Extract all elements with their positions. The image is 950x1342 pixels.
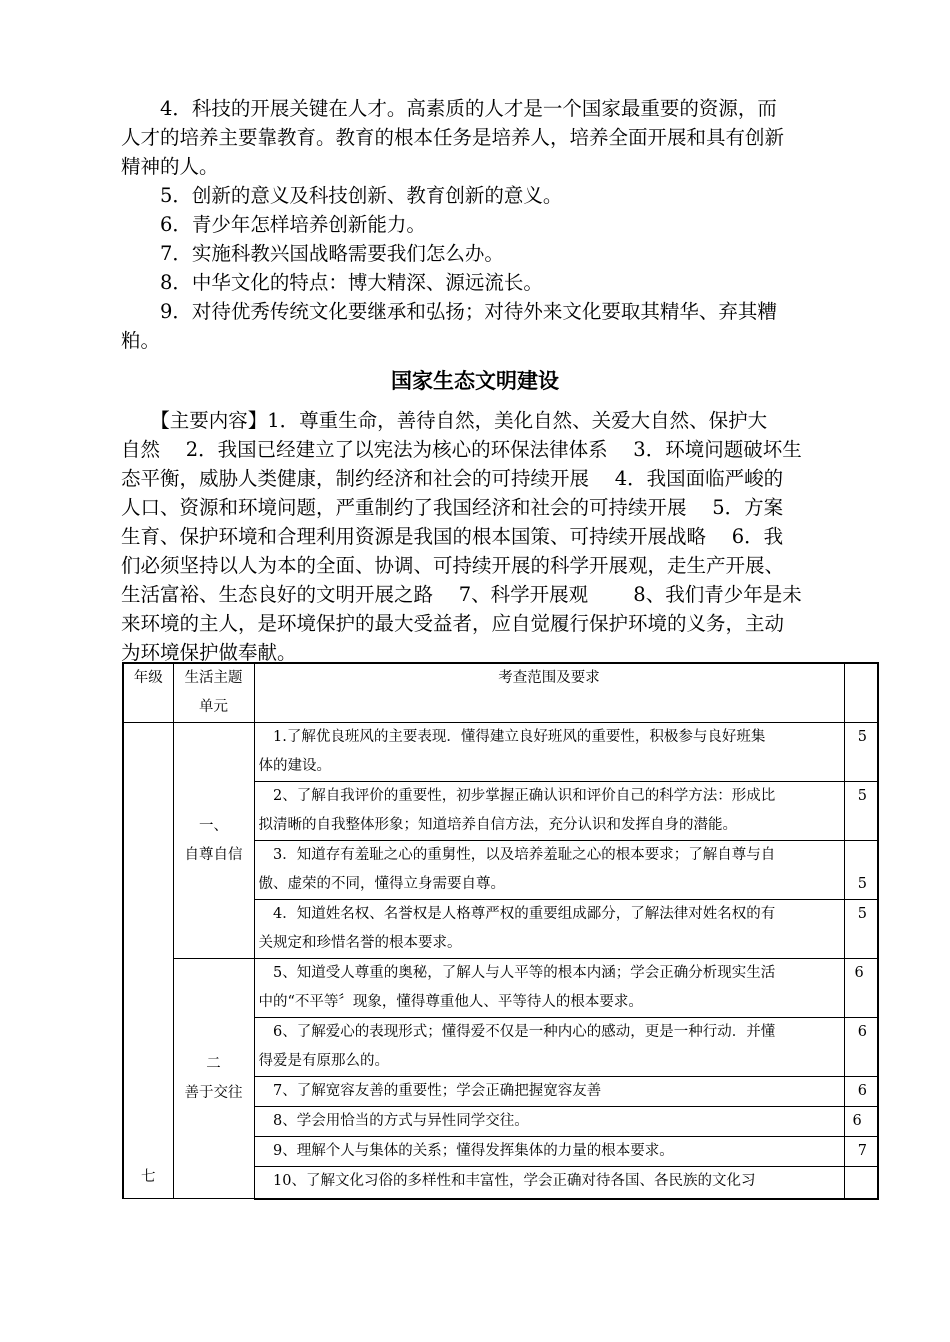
text-line: 8．中华文化的特点：博大精深、源远流长。 [121,271,543,294]
scope-line: 8、学会用恰当的方式与异性同学交往。 [258,1113,529,1129]
header-score [844,663,878,723]
text-line: 来环境的主人，是环境保护的最大受益者，应自觉履行保护环境的义务，主动 [121,612,785,635]
scope-cell [254,1077,844,1107]
scope-line: 10、了解文化习俗的多样性和丰富性，学会正确对待各国、各民族的文化习 [258,1173,756,1189]
scope-line: 9、理解个人与集体的关系；懂得发挥集体的力量的根本要求。 [258,1143,674,1159]
scope-line: 5、知道受人尊重的奥秘，了解人与人平等的根本内涵；学会正确分析现实生活 [258,965,776,981]
score-cell: 6 [844,959,878,1018]
score-cell: 6 [844,1107,878,1137]
text-line: 7．实施科教兴国战略需要我们怎么办。 [121,242,504,265]
header-grade: 年级 [123,663,173,723]
scope-line: 6、了解爱心的表现形式；懂得爱不仅是一种内心的感动，更是一种行动．并懂 [258,1024,776,1040]
requirements-table [122,662,879,1200]
paragraph-item-8 [121,268,866,297]
text-line: 生育、保护环境和合理利用资源是我国的根本国策、可持续开展战略 6．我 [121,525,784,548]
paragraph-item-6 [121,210,866,239]
unit-cell-2 [173,959,254,1199]
text-line: 4．科技的开展关键在人才。高素质的人才是一个国家最重要的资源，而 [121,97,777,120]
scope-cell [254,723,844,782]
text-line: 人才的培养主要靠教育。教育的根本任务是培养人，培养全面开展和具有创新 [121,126,785,149]
scope-cell [254,959,844,1018]
unit-1-line1: 一、 [199,817,228,834]
text-line: 【主要内容】1．尊重生命，善待自然，美化自然、关爱大自然、保护大 [121,409,768,432]
scope-line: 7、了解宽容友善的重要性；学会正确把握宽容友善 [258,1083,602,1099]
scope-line: 1.了解优良班风的主要表现．懂得建立良好班风的重要性，积极参与良好班集 [258,729,766,745]
grade-cell: 七 [123,723,173,1199]
score-cell: 6 [844,1018,878,1077]
text-line: 人口、资源和环境问题，严重制约了我国经济和社会的可持续开展 5．方案 [121,496,784,519]
paragraph-item-9 [121,297,866,355]
text-line: 自然 2．我国已经建立了以宪法为核心的环保法律体系 3．环境问题破坏生 [121,438,802,461]
scope-line: 傲、虚荣的不同，懂得立身需要自尊。 [258,876,505,892]
unit-2-line1: 二 [206,1055,221,1072]
scope-line: 关规定和珍惜名誉的根本要求。 [258,935,462,951]
score-cell: 5 [844,900,878,959]
scope-cell [254,782,844,841]
score-cell: 6 [844,1077,878,1107]
text-line: 态平衡，威胁人类健康，制约经济和社会的可持续开展 4．我国面临严峻的 [121,467,784,490]
scope-line: 4．知道姓名权、名誉权是人格尊严权的重要组成鄙分，了解法律对姓名权的有 [258,906,776,922]
header-unit-line1: 生活主题 [184,670,243,686]
scope-line: 2、了解自我评价的重要性，初步掌握正确认识和评价自己的科学方法：形成比 [258,788,776,804]
scope-cell [254,1018,844,1077]
table-row [123,723,878,782]
header-scope: 考查范围及要求 [254,663,844,723]
scope-line: 拟清晰的自我整体形象；知道培养自信方法，充分认识和发挥自身的潜能。 [258,817,737,833]
scope-cell [254,900,844,959]
header-unit-line2: 单元 [199,699,228,715]
table-header-row [123,663,878,723]
text-line: 粕。 [121,329,161,352]
text-line: 们必须坚持以人为本的全面、协调、可持续开展的科学开展观，走生产开展、 [121,554,785,577]
score-cell: 7 [844,1137,878,1167]
text-line: 9．对待优秀传统文化要继承和弘扬；对待外来文化要取其精华、弃其糟 [121,300,777,323]
score-cell: 5 [844,782,878,841]
text-line: 精神的人。 [121,155,219,178]
scope-cell [254,1137,844,1167]
scope-line: 得爱是有原那么的。 [258,1053,389,1069]
header-unit [173,663,254,723]
scope-cell [254,1167,844,1199]
text-line: 6．青少年怎样培养创新能力。 [121,213,426,236]
paragraph-item-5 [121,181,866,210]
unit-1-line2: 自尊自信 [184,846,243,863]
score-cell: 5 [844,723,878,782]
paragraph-item-4 [121,94,866,181]
section-title: 国家生态文明建设 [391,369,559,393]
table-row [123,959,878,1018]
main-content-paragraph [121,406,866,667]
text-line: 生活富裕、生态良好的文明开展之路 7、科学开展观 8、我们青少年是未 [121,583,802,606]
paragraph-item-7 [121,239,866,268]
scope-line: 体的建设。 [258,758,331,774]
score-cell: 5 [844,841,878,900]
scope-line: 中的“不平等〞现象，懂得尊重他人、平等待人的根本要求。 [258,994,643,1010]
scope-line: 3．知道存有羞耻之心的重舅性，以及培养羞耻之心的根本要求；了解自尊与自 [258,847,776,863]
unit-2-line2: 善于交往 [184,1084,243,1101]
unit-cell-1 [173,723,254,959]
scope-cell [254,1107,844,1137]
score-cell [844,1167,878,1199]
text-line: 5．创新的意义及科技创新、教育创新的意义。 [121,184,563,207]
scope-cell [254,841,844,900]
text-line: 为环境保护做奉献。 [121,641,297,664]
